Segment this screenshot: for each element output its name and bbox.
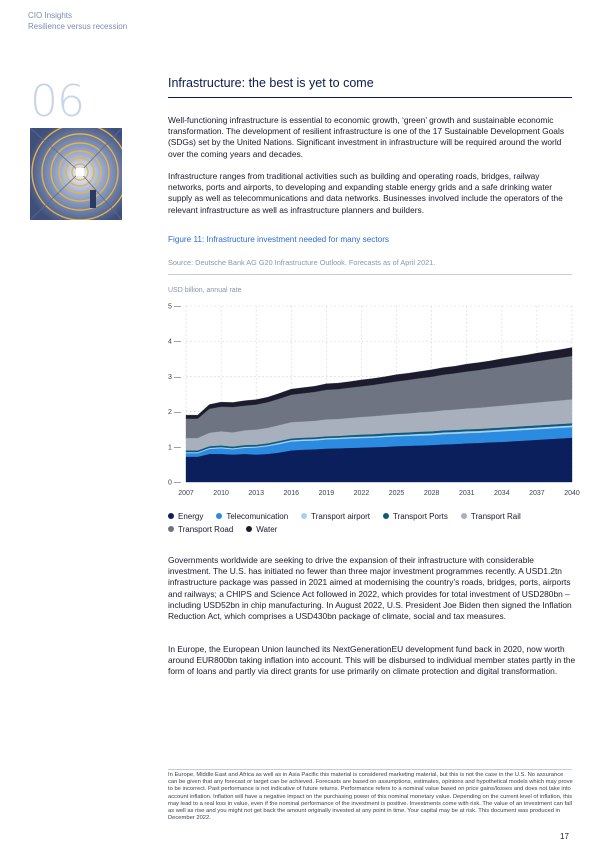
x-tick-label: 2016 <box>283 490 300 497</box>
x-tick-label: 2010 <box>213 490 229 497</box>
legend-item-transport-ports <box>383 510 448 523</box>
legend-swatch <box>216 513 222 519</box>
x-tick-label: 2034 <box>494 490 510 497</box>
eu-investment-paragraph: In Europe, the European Union launched its NextGenerationEU development fund back in 2020, now worth around EUR800bn taking inflation into account. This will be disbursed to individual member states partly in the form of loans and partly via direct grants for use primarily on climate protection and digital transformation. <box>168 644 576 677</box>
header-publication: CIO Insights <box>28 11 73 20</box>
y-axis-unit: USD billion, annual rate <box>168 287 242 294</box>
chart-legend <box>168 510 578 536</box>
legend-label: Transport airport <box>311 512 371 521</box>
figure-divider <box>168 274 572 275</box>
title-divider <box>168 97 572 98</box>
legend-swatch <box>461 513 467 519</box>
legend-label: Energy <box>178 512 204 521</box>
us-investment-paragraph: Governments worldwide are seeking to drive the expansion of their infrastructure with considerable investment. The U.S. has initiated no fewer than three major investment programmes recently. A USD1.2tn infrastructure package was passed in 2021 aimed at modernising the country’s roads, bridges, ports, airports and railways; a CHIPS and Science Act followed in 2022, which provides for total investment of USD280bn – including USD52bn in chip manufacturing. In August 2022, U.S. President Joe Biden then signed the Inflation Reduction Act, which comprises a USD430bn package of climate, social and tax measures. <box>168 555 572 622</box>
scope-paragraph: Infrastructure ranges from traditional activities such as building and operating roads, bridges, railway networks, ports and airports, to developing and expanding stable energy grids and a safe drinking water supply as well as telecommunications and data networks. Businesses involved include the operators of the relevant infrastructure as well as infrastructure planners and builders. <box>168 171 563 215</box>
legend-item-transport-airport <box>301 510 370 523</box>
intro-paragraph: Well-functioning infrastructure is essential to economic growth, ‘green’ growth and sustainable economic transformation. The development of resilient infrastructure is one of the 17 Sustainable Development Goals (SDGs) set by the United Nations. Significant investment in infrastructure will be required around the world over the coming years and decades. <box>168 115 565 159</box>
footnote-divider <box>168 769 572 770</box>
page-number: 17 <box>560 832 569 841</box>
x-tick-label: 2028 <box>423 490 440 497</box>
legend-swatch <box>168 513 174 519</box>
stacked-area-chart <box>166 296 580 502</box>
y-tick-label: 0 — <box>168 479 181 487</box>
legend-label: Transport Rail <box>470 512 521 521</box>
tunnel-photo <box>30 128 122 220</box>
legend-swatch <box>301 513 307 519</box>
disclaimer-footnote: In Europe, Middle East and Africa as well as in Asia Pacific this material is considered marketing material, but this is not the case in the U.S. No assurance can be given that any forecast or target can be achieved. Forecasts are based on assumptions, estimates, opinions and hypothetical models which may prove to be incorrect. Past performance is not indicative of future returns. Performance refers to a nominal value based on price gains/losses and does not take into account inflation. Inflation will have a negative impact on the purchasing power of this nominal monetary value. Depending on the current level of inflation, this may lead to a real loss in value, even if the nominal performance of the investment is positive. Investments come with risk. The value of an investment can fall as well as rise and you might not get back the amount originally invested at any point in time. Your capital may be at risk. This document was produced in December 2022. <box>168 772 573 822</box>
x-tick-label: 2040 <box>564 490 580 497</box>
y-tick-label: 3 — <box>168 373 181 381</box>
x-tick-label: 2037 <box>529 490 545 497</box>
legend-swatch <box>168 526 174 532</box>
legend-swatch <box>383 513 389 519</box>
legend-item-telecomunication <box>216 510 288 523</box>
x-tick-label: 2019 <box>318 490 335 497</box>
header-subtitle: Resilience versus recession <box>28 22 128 31</box>
legend-label: Transport Ports <box>393 512 448 521</box>
figure-title: Figure 11: Infrastructure investment needed for many sectors <box>168 235 390 244</box>
document-header <box>28 10 127 32</box>
legend-swatch <box>246 526 252 532</box>
legend-label: Water <box>256 525 278 534</box>
legend-item-water <box>246 523 277 536</box>
legend-item-energy <box>168 510 203 523</box>
chart-areas <box>186 348 572 482</box>
legend-item-transport-rail <box>461 510 521 523</box>
x-tick-label: 2007 <box>178 490 194 497</box>
y-tick-label: 1 — <box>168 444 181 452</box>
legend-item-transport-road <box>168 523 233 536</box>
section-title: Infrastructure: the best is yet to come <box>168 76 374 90</box>
y-tick-label: 2 — <box>168 409 181 417</box>
x-tick-label: 2013 <box>248 490 264 497</box>
y-tick-label: 4 — <box>168 338 181 346</box>
section-number: 06 <box>30 76 84 127</box>
x-tick-label: 2031 <box>458 490 475 497</box>
y-tick-label: 5 — <box>168 303 181 311</box>
figure-source: Source: Deutsche Bank AG G20 Infrastructure Outlook. Forecasts as of April 2021. <box>168 258 436 267</box>
x-tick-label: 2022 <box>353 490 370 497</box>
legend-label: Telecomunication <box>226 512 289 521</box>
legend-label: Transport Road <box>178 525 234 534</box>
x-tick-label: 2025 <box>388 490 405 497</box>
